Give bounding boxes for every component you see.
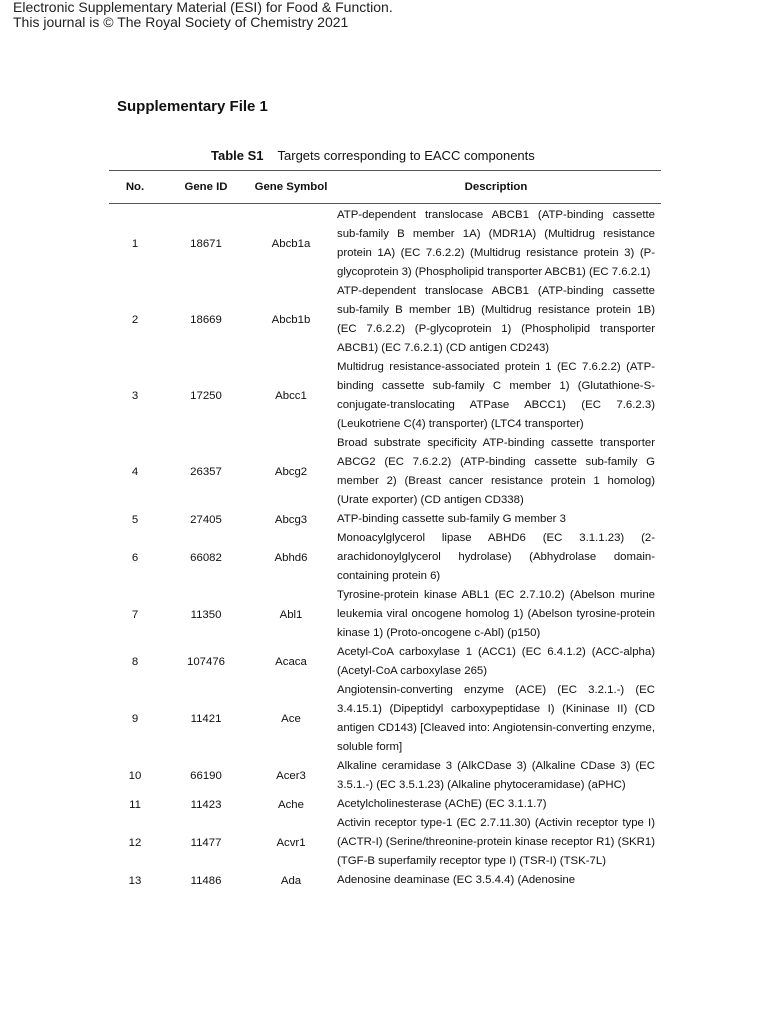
cell-gene-symbol: Acer3: [276, 770, 306, 782]
cell-no: 2: [131, 314, 139, 326]
cell-description: Broad substrate specificity ATP-binding cassette transporter ABCG2 (EC 7.6.2.2) (ATP-binding cassette sub-family G member 2) (Breast cancer resistance protein 1 homolog) (Urate exporter) (CD antigen CD338): [337, 437, 655, 506]
cell-gene-symbol: Abl1: [279, 608, 303, 621]
table-row: [109, 814, 661, 871]
table-row: [109, 643, 661, 681]
cell-gene-id: 26357: [190, 466, 222, 478]
cell-gene-symbol: Ada: [280, 874, 302, 887]
table-header-row: [109, 171, 661, 204]
cell-description: ATP-dependent translocase ABCB1 (ATP-binding cassette sub-family B member 1A) (MDR1A) (Multidrug resistance protein 1A) (EC 7.6.2.2) (Multidrug resistance protein 3) (P-glycoprotein 3) (Phospholipid transporter ABCB1) (EC 7.6.2.1): [337, 209, 655, 278]
cell-description: Angiotensin-converting enzyme (ACE) (EC 3.2.1.-) (EC 3.4.15.1) (Dipeptidyl carboxypeptidase I) (Kininase II) (CD antigen CD143) [Cleaved into: Angiotensin-converting enzyme, soluble form]: [337, 684, 655, 753]
cell-gene-symbol: Ache: [278, 798, 304, 811]
targets-table: [109, 170, 661, 890]
column-header-description: Description: [331, 171, 661, 204]
cell-description: Multidrug resistance-associated protein 1 (EC 7.6.2.2) (ATP-binding cassette sub-family C member 1) (Glutathione-S-conjugate-translocating ATPase ABCC1) (EC 7.6.2.3) (Leukotriene C(4) transporter) (LTC4 transporter): [337, 361, 655, 430]
cell-description: Adenosine deaminase (EC 3.5.4.4) (Adenosine: [337, 874, 576, 886]
cell-description: Alkaline ceramidase 3 (AlkCDase 3) (Alkaline CDase 3) (EC 3.5.1.-) (EC 3.5.1.23) (Alkaline phytoceramidase) (aPHC): [337, 760, 655, 791]
table-row: [109, 586, 661, 643]
table-caption: [211, 148, 535, 163]
cell-gene-symbol: Acvr1: [276, 836, 306, 849]
cell-gene-symbol: Abcb1a: [271, 238, 311, 250]
cell-gene-id: 11477: [190, 836, 222, 849]
cell-gene-id: 107476: [186, 656, 225, 668]
cell-no: 13: [128, 874, 142, 887]
cell-gene-id: 27405: [190, 513, 222, 526]
cell-description: Acetyl-CoA carboxylase 1 (ACC1) (EC 6.4.1.2) (ACC-alpha) (Acetyl-CoA carboxylase 265): [337, 646, 655, 677]
column-header-gene-id: Gene ID: [161, 171, 251, 204]
cell-no: 1: [131, 238, 139, 250]
cell-no: 6: [131, 551, 139, 564]
journal-header-line-2: This journal is © The Royal Society of Chemistry 2021: [13, 14, 349, 30]
cell-description: Acetylcholinesterase (AChE) (EC 3.1.1.7): [337, 798, 547, 810]
cell-no: 8: [131, 656, 139, 668]
cell-gene-symbol: Acaca: [275, 656, 307, 668]
table-caption-label: Table S1: [211, 148, 264, 163]
table-row: [109, 795, 661, 814]
cell-gene-symbol: Ace: [281, 713, 301, 725]
cell-no: 11: [129, 798, 141, 811]
table-row: [109, 282, 661, 358]
cell-gene-symbol: Abcg2: [274, 466, 308, 478]
cell-no: 5: [131, 513, 139, 526]
cell-gene-symbol: Abcg3: [274, 513, 308, 526]
cell-description: ATP-dependent translocase ABCB1 (ATP-binding cassette sub-family B member 1B) (Multidrug resistance protein 1B) (EC 7.6.2.2) (P-glycoprotein 1) (Phospholipid transporter ABCB1) (EC 7.6.2.1) (CD antigen CD243): [337, 285, 655, 354]
targets-table-container: [109, 170, 661, 943]
cell-description: Tyrosine-protein kinase ABL1 (EC 2.7.10.2) (Abelson murine leukemia viral oncogene homolog 1) (Abelson tyrosine-protein kinase 1) (Proto-oncogene c-Abl) (p150): [337, 589, 655, 639]
cell-gene-id: 18671: [190, 238, 222, 250]
journal-header: [13, 0, 393, 30]
page-title: Supplementary File 1: [117, 98, 268, 115]
cell-gene-symbol: Abcb1b: [271, 314, 311, 326]
column-header-no: No.: [109, 171, 161, 204]
table-row: [109, 681, 661, 757]
cell-no: 4: [131, 466, 139, 478]
table-row: [109, 434, 661, 510]
table-body: [109, 204, 661, 891]
cell-gene-id: 66190: [190, 770, 222, 782]
table-row: [109, 871, 661, 890]
cell-gene-symbol: Abhd6: [274, 551, 308, 564]
cell-no: 10: [128, 770, 142, 782]
cell-description: ATP-binding cassette sub-family G member 3: [337, 513, 566, 525]
cell-no: 7: [131, 608, 139, 621]
table-row: [109, 757, 661, 795]
cell-no: 12: [128, 836, 142, 849]
table-row: [109, 204, 661, 283]
table-caption-text: Targets corresponding to EACC components: [277, 148, 535, 163]
cell-gene-id: 11486: [190, 874, 222, 887]
cell-gene-symbol: Abcc1: [275, 390, 307, 402]
cell-gene-id: 18669: [190, 314, 222, 326]
cell-gene-id: 11421: [190, 713, 222, 725]
table-row: [109, 529, 661, 586]
cell-gene-id: 11350: [190, 608, 222, 621]
column-header-gene-symbol: Gene Symbol: [251, 171, 331, 204]
table-row: [109, 358, 661, 434]
cell-no: 3: [131, 390, 139, 402]
table-row: [109, 510, 661, 529]
cell-description: Activin receptor type-1 (EC 2.7.11.30) (Activin receptor type I) (ACTR-I) (Serine/threonine-protein kinase receptor R1) (SKR1) (TGF-B superfamily receptor type I) (TSR-I) (TSK-7L): [337, 817, 655, 867]
cell-gene-id: 66082: [190, 551, 222, 564]
cell-gene-id: 17250: [190, 390, 222, 402]
journal-header-line-1: Electronic Supplementary Material (ESI) for Food & Function.: [13, 0, 393, 15]
cell-gene-id: 11423: [190, 798, 222, 811]
cell-description: Monoacylglycerol lipase ABHD6 (EC 3.1.1.23) (2-arachidonoylglycerol hydrolase) (Abhydrolase domain-containing protein 6): [337, 532, 655, 582]
cell-no: 9: [131, 713, 139, 725]
